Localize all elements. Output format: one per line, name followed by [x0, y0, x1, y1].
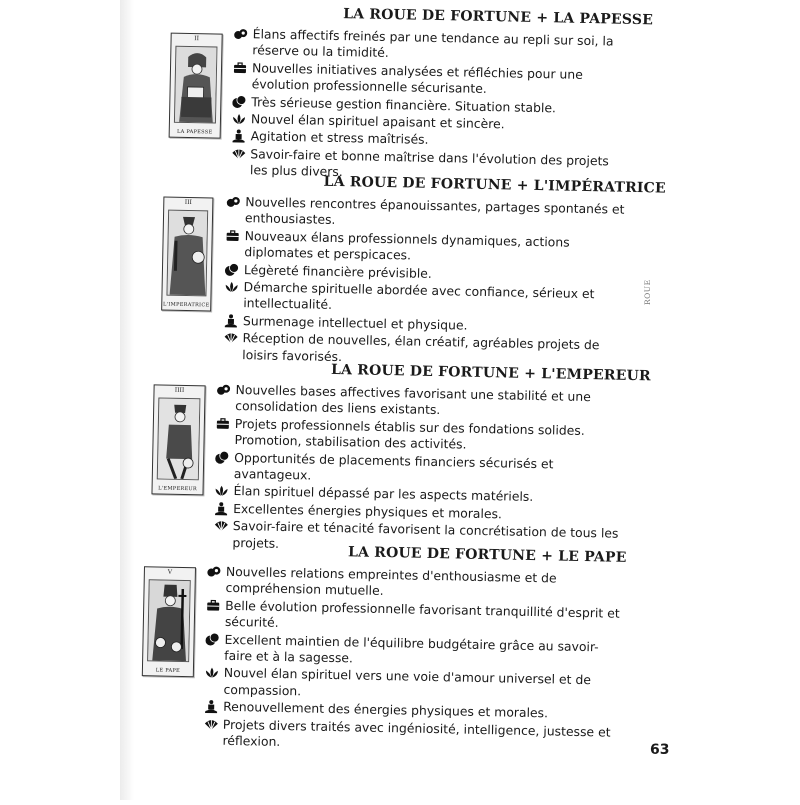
- item-list: [212, 382, 630, 560]
- title-plus: +: [524, 365, 537, 383]
- meditation-icon: [230, 128, 246, 144]
- item-text: Agitation et stress maîtrisés.: [250, 128, 429, 148]
- card-numeral: III: [184, 198, 192, 207]
- title-main: LA ROUE DE FORTUNE: [323, 173, 512, 194]
- item-text: Nouveaux élans professionnels dynamiques, actions diplomates et perspicaces.: [244, 227, 570, 263]
- title-main: LA ROUE DE FORTUNE: [330, 361, 520, 382]
- card-illustration: [166, 210, 208, 297]
- card-numeral: II: [194, 35, 200, 43]
- hearts-icon: [206, 563, 222, 579]
- list-item: [202, 716, 623, 757]
- item-text: Élan spirituel dépassé par les aspects matériels.: [233, 483, 534, 505]
- item-list: [230, 26, 633, 188]
- tarot-card-empereur: [151, 384, 205, 495]
- card-numeral: V: [167, 568, 173, 576]
- title-partner: LE PAPE: [558, 548, 627, 566]
- item-text: Nouvelles initiatives analysées et réfléchies pour une évolution professionnelle sécurisante.: [251, 60, 583, 97]
- card-name: L'IMPERATRICE: [163, 301, 210, 309]
- title-main: LA ROUE DE FORTUNE: [347, 544, 537, 565]
- card-numeral: IIII: [174, 386, 185, 394]
- title-plus: +: [536, 9, 549, 27]
- item-text: Surmenage intellectuel et physique.: [242, 312, 468, 333]
- lotus-icon: [213, 483, 229, 499]
- title-partner: LA PAPESSE: [553, 10, 654, 29]
- item-list: [222, 194, 635, 372]
- item-text: Savoir-faire et bonne maîtrise dans l'évolution des projets les plus divers.: [249, 146, 609, 180]
- item-text: Nouvel élan spirituel apaisant et sincère.: [250, 111, 505, 132]
- item-text: Très sérieuse gestion financière. Situation stable.: [251, 93, 557, 115]
- item-text: Savoir-faire et ténacité favorisent la concrétisation de tous les projets.: [232, 518, 619, 551]
- hearts-icon: [215, 382, 231, 398]
- coins-icon: [204, 631, 220, 647]
- hearts-icon: [225, 194, 241, 210]
- meditation-icon: [203, 699, 219, 715]
- shell-icon: [222, 330, 238, 346]
- item-text: Nouvelles bases affectives favorisant une stabilité et une consolidation des liens existants.: [235, 381, 592, 418]
- card-name: LA PAPESSE: [176, 128, 213, 136]
- item-text: Renouvellement des énergies physiques et morales.: [223, 699, 549, 721]
- tarot-card-pape: [142, 566, 196, 677]
- item-text: Élans affectifs freinés par une tendance au repli sur soi, la réserve ou la timidité.: [252, 26, 614, 61]
- item-text: Belle évolution professionnelle favorisant tranquillité d'esprit et sécurité.: [224, 597, 620, 631]
- card-illustration: [157, 397, 201, 480]
- title-plus: +: [516, 177, 529, 194]
- item-text: Projets divers traités avec ingéniosité, intelligence, justesse et réflexion.: [222, 716, 611, 750]
- title-partner: L'IMPÉRATRICE: [533, 177, 666, 197]
- shell-icon: [213, 518, 229, 534]
- title-plus: +: [541, 548, 554, 565]
- shell-icon: [203, 716, 219, 732]
- item-text: Nouvelles relations empreintes d'enthousiasme et de compréhension mutuelle.: [225, 563, 557, 599]
- briefcase-icon: [205, 597, 221, 613]
- item-text: Opportunités de placements financiers sécurisés et avantageux.: [233, 449, 554, 483]
- card-illustration: [147, 579, 191, 662]
- lotus-icon: [231, 111, 247, 127]
- briefcase-icon: [232, 60, 248, 76]
- lotus-icon: [204, 665, 220, 681]
- title-main: LA ROUE DE FORTUNE: [343, 6, 532, 26]
- tarot-card-papesse: [169, 33, 223, 139]
- tarot-card-imperatrice: [161, 197, 213, 312]
- item-text: Nouvel élan spirituel vers une voie d'amour universel et de compassion.: [223, 665, 592, 699]
- item-text: Excellent maintien de l'équilibre budgétaire grâce au savoir-faire et à la sagesse.: [224, 631, 599, 666]
- item-list: [202, 563, 626, 758]
- hearts-icon: [233, 26, 249, 42]
- coins-icon: [231, 93, 247, 109]
- card-illustration: [174, 46, 218, 124]
- item-text: Nouvelles rencontres épanouissantes, partages spontanés et enthousiastes.: [244, 194, 625, 228]
- item-text: Légèreté financière prévisible.: [243, 261, 432, 281]
- coins-icon: [214, 449, 230, 465]
- title-partner: L'EMPEREUR: [541, 366, 651, 385]
- item-text: Excellentes énergies physiques et morales.: [233, 500, 503, 522]
- section-papesse: [143, 2, 703, 180]
- briefcase-icon: [224, 228, 240, 244]
- page-number: 63: [650, 742, 670, 758]
- side-tab-label: ROUE: [643, 279, 652, 305]
- item-text: Démarche spirituelle abordée avec confiance, sérieux et intellectualité.: [243, 279, 595, 313]
- meditation-icon: [213, 500, 229, 516]
- item-text: Réception de nouvelles, élan créatif, agréables projets de loisirs favorisés.: [242, 330, 600, 364]
- coins-icon: [224, 261, 240, 277]
- card-name: LE PAPE: [155, 667, 181, 674]
- meditation-icon: [223, 313, 239, 329]
- shell-icon: [230, 146, 246, 162]
- briefcase-icon: [215, 415, 231, 431]
- item-text: Projets professionnels établis sur des fondations solides. Promotion, stabilisation des activités.: [234, 415, 585, 452]
- book-page: [127, 0, 703, 805]
- section-title: [143, 2, 703, 29]
- lotus-icon: [223, 279, 239, 295]
- card-name: L'EMPEREUR: [158, 485, 198, 493]
